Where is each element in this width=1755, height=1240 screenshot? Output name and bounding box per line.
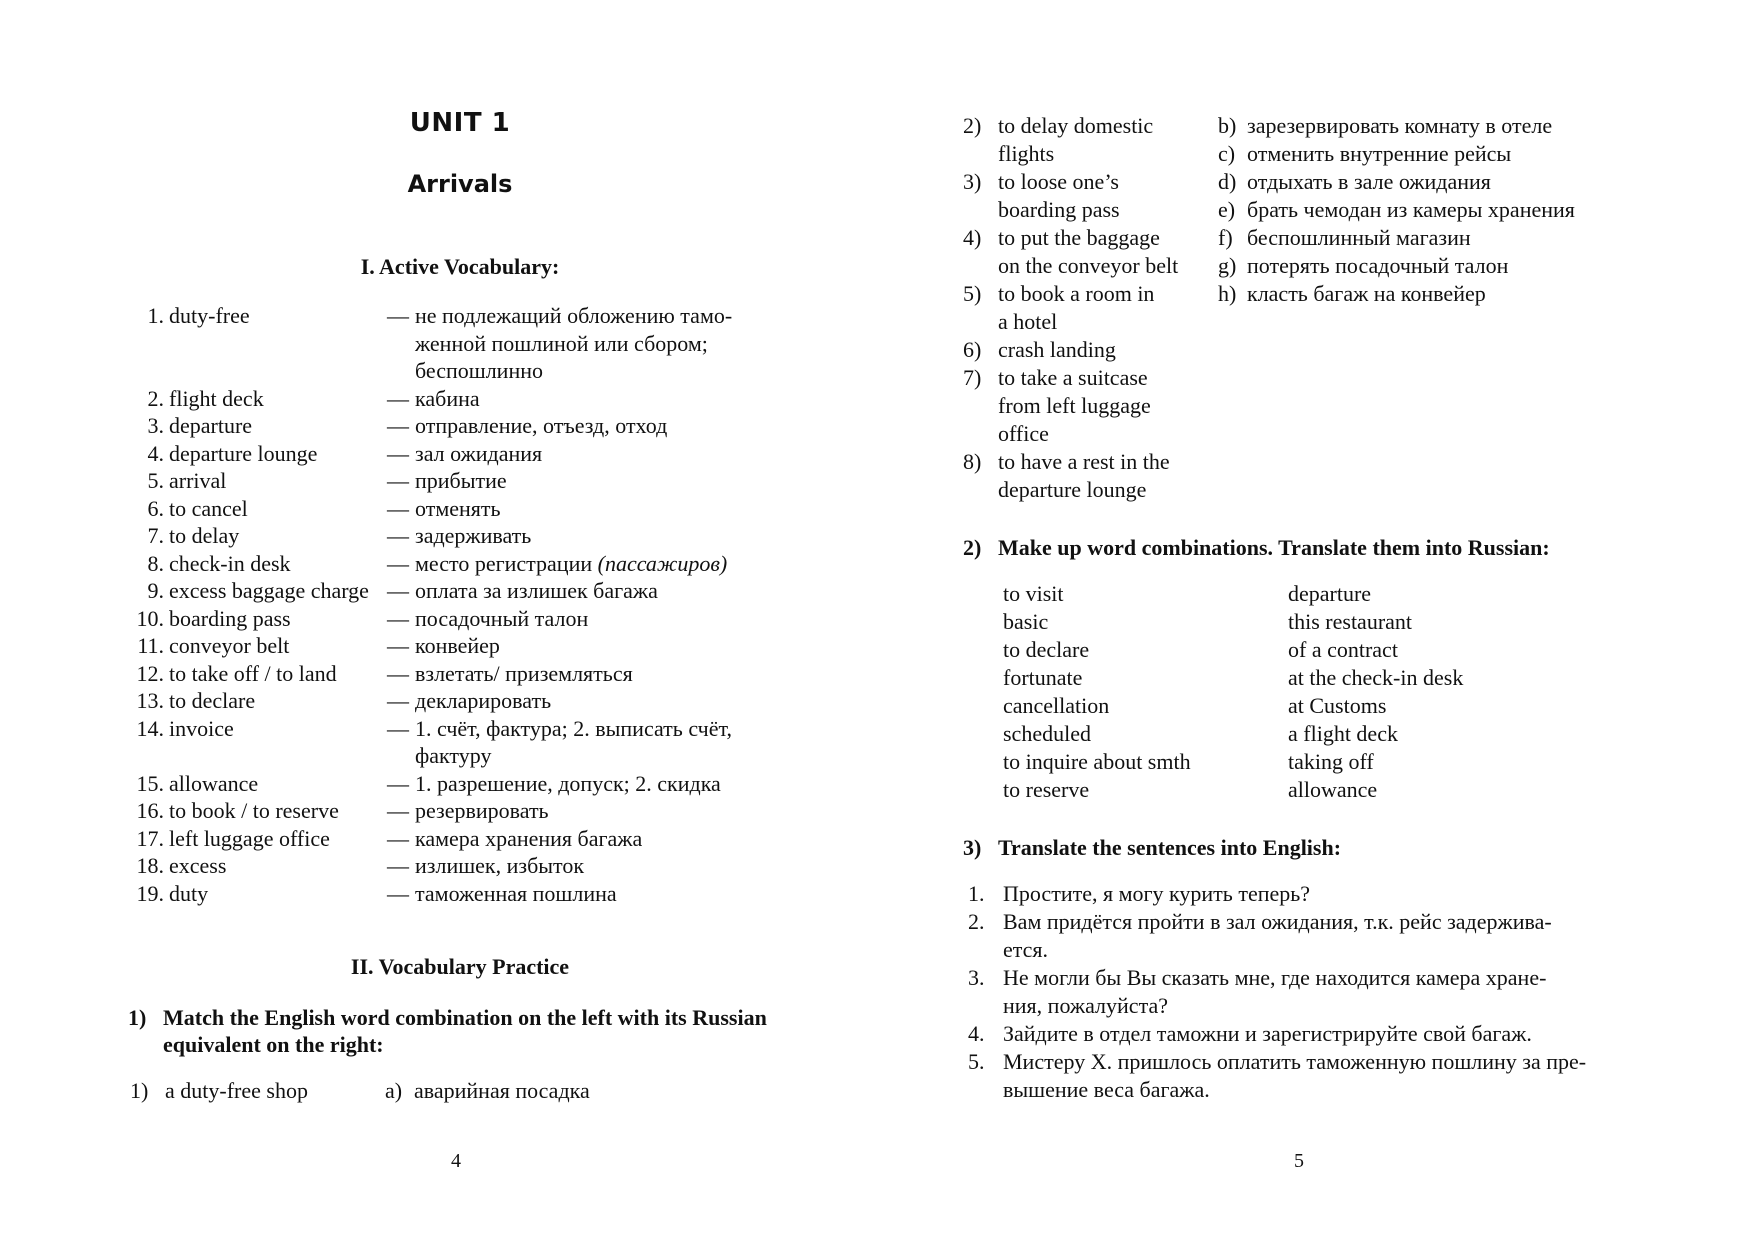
vocab-number: 14. bbox=[136, 715, 164, 741]
vocab-dash: — bbox=[387, 825, 409, 851]
vocab-definition bbox=[415, 467, 780, 495]
sentence-row bbox=[968, 1048, 1628, 1076]
vocab-row bbox=[128, 605, 788, 633]
vocab-term: to take off / to land bbox=[169, 660, 337, 686]
vocab-definition bbox=[415, 330, 780, 358]
vocab-definition bbox=[415, 495, 780, 523]
vocab-dash bbox=[387, 742, 415, 770]
match-number bbox=[963, 476, 998, 504]
vocab-number: 18. bbox=[136, 853, 164, 878]
match-letter: e) bbox=[1218, 197, 1236, 222]
match-number bbox=[963, 392, 998, 420]
match-term: boarding pass bbox=[998, 197, 1120, 222]
vocab-row bbox=[128, 357, 788, 385]
task-3-heading bbox=[963, 834, 1341, 861]
task-1-heading bbox=[128, 1004, 808, 1058]
match-left-row bbox=[963, 392, 1203, 420]
vocab-dash: — bbox=[387, 798, 409, 823]
match-translation: класть багаж на конвейер bbox=[1247, 281, 1486, 306]
section-active-vocabulary-heading: I. Active Vocabulary: bbox=[360, 254, 560, 279]
vocab-definition-text: оплата за излишек багажа bbox=[415, 578, 658, 603]
match-number: 2) bbox=[963, 113, 982, 138]
vocab-definition bbox=[415, 742, 780, 770]
match-term: to put the baggage bbox=[998, 225, 1160, 250]
sentence-text: Простите, я могу курить теперь? bbox=[1003, 881, 1311, 906]
match-right-row bbox=[1218, 112, 1638, 140]
vocab-term bbox=[164, 357, 387, 385]
vocab-definition-text: отменять bbox=[415, 495, 501, 521]
combo-word: taking off bbox=[1288, 749, 1374, 774]
vocab-definition bbox=[415, 605, 780, 633]
unit-subtitle: Arrivals bbox=[407, 170, 513, 198]
match-term: to delay domestic bbox=[998, 113, 1154, 138]
vocab-number: 11. bbox=[137, 633, 164, 658]
vocab-definition bbox=[415, 660, 780, 688]
sentence-row bbox=[968, 1020, 1628, 1048]
vocab-row bbox=[128, 770, 788, 798]
match-number bbox=[963, 420, 998, 448]
vocab-number: 16. bbox=[136, 798, 164, 823]
match-letter: b) bbox=[1218, 113, 1237, 138]
match-number: 7) bbox=[963, 365, 982, 390]
vocab-number bbox=[128, 357, 164, 385]
task-number: 1) bbox=[128, 1005, 147, 1030]
vocab-dash: — bbox=[387, 578, 409, 603]
task-2-heading bbox=[963, 534, 1550, 561]
match-left-row bbox=[963, 252, 1203, 280]
sentence-text: ния, пожалуйста? bbox=[1003, 993, 1168, 1018]
vocab-term: allowance bbox=[169, 770, 259, 796]
match-left-row bbox=[963, 224, 1203, 252]
vocab-term: excess baggage charge bbox=[169, 578, 369, 603]
vocab-row bbox=[128, 522, 788, 550]
match-left-row bbox=[963, 308, 1203, 336]
vocab-term: excess bbox=[169, 853, 227, 878]
vocab-row bbox=[128, 825, 788, 853]
match-right-row bbox=[1218, 168, 1638, 196]
sentence-row bbox=[968, 880, 1628, 908]
vocab-definition bbox=[415, 577, 780, 605]
vocab-row bbox=[128, 660, 788, 688]
page-number-right: 5 bbox=[1294, 1150, 1304, 1172]
match-translation: отдыхать в зале ожидания bbox=[1247, 169, 1491, 194]
sentence-row bbox=[968, 908, 1628, 936]
match-translation: потерять посадочный талон bbox=[1247, 253, 1509, 278]
vocab-dash: — bbox=[387, 770, 409, 796]
vocab-row bbox=[128, 550, 788, 578]
sentence-row bbox=[968, 936, 1628, 964]
page-number-left: 4 bbox=[451, 1150, 461, 1172]
vocab-number: 6. bbox=[147, 495, 164, 521]
task-1-line-2: equivalent on the right: bbox=[163, 1032, 384, 1057]
unit-title: UNIT 1 bbox=[409, 108, 511, 138]
sentence-text: вышение веса багажа. bbox=[1003, 1077, 1210, 1102]
vocab-dash: — bbox=[387, 688, 409, 713]
vocab-definition-text: прибытие bbox=[415, 468, 507, 493]
vocab-dash: — bbox=[387, 440, 409, 466]
vocab-definition bbox=[415, 440, 780, 468]
vocab-definition bbox=[415, 715, 780, 743]
vocab-dash: — bbox=[387, 523, 409, 548]
vocab-row bbox=[128, 687, 788, 715]
vocab-number: 1. bbox=[147, 303, 164, 328]
match-term: on the conveyor belt bbox=[998, 253, 1179, 278]
combo-word: to reserve bbox=[1003, 777, 1090, 802]
match-letter: c) bbox=[1218, 141, 1236, 166]
task-2-title: Make up word combinations. Translate them into Russian: bbox=[998, 535, 1550, 560]
match-left-row bbox=[963, 140, 1203, 168]
vocab-definition-text: конвейер bbox=[415, 633, 500, 658]
match-right-row bbox=[1218, 280, 1638, 308]
match-translation: аварийная посадка bbox=[414, 1078, 590, 1103]
vocab-dash: — bbox=[387, 660, 409, 686]
sentence-number: 3. bbox=[968, 965, 985, 990]
vocab-definition-text: взлетать/ приземляться bbox=[415, 660, 633, 686]
vocab-definition bbox=[415, 385, 780, 413]
match-number: 8) bbox=[963, 449, 982, 474]
match-left-row bbox=[963, 112, 1203, 140]
vocab-definition-text: зал ожидания bbox=[415, 440, 543, 466]
combo-word: to inquire about smth bbox=[1003, 749, 1191, 774]
vocab-term: to cancel bbox=[169, 495, 248, 521]
combo-word: a flight deck bbox=[1288, 721, 1398, 746]
vocab-number bbox=[128, 330, 164, 358]
vocab-row bbox=[128, 880, 788, 908]
match-right-row bbox=[1218, 252, 1638, 280]
match-left-row bbox=[963, 448, 1203, 476]
vocab-definition-text: излишек, избыток bbox=[415, 853, 585, 878]
vocab-term: to delay bbox=[169, 523, 240, 548]
vocab-definition bbox=[415, 825, 780, 853]
combo-word: cancellation bbox=[1003, 693, 1110, 718]
sentence-row bbox=[968, 964, 1628, 992]
sentence-row bbox=[968, 1076, 1628, 1104]
combo-word: scheduled bbox=[1003, 721, 1091, 746]
task-number: 3) bbox=[963, 835, 982, 860]
vocab-dash bbox=[387, 330, 415, 358]
match-right-row bbox=[1218, 196, 1638, 224]
match-row-1 bbox=[130, 1078, 590, 1104]
vocab-row bbox=[128, 440, 788, 468]
vocab-definition-text: задерживать bbox=[415, 523, 532, 548]
vocab-definition-text: посадочный талон bbox=[415, 605, 589, 631]
match-term: to have a rest in the bbox=[998, 449, 1170, 474]
vocab-number: 13. bbox=[136, 688, 164, 713]
combo-word: basic bbox=[1003, 609, 1049, 634]
vocab-definition-text: 1. разрешение, допуск; 2. скидка bbox=[415, 770, 721, 796]
match-left-row bbox=[963, 280, 1203, 308]
match-letter: f) bbox=[1218, 225, 1233, 250]
vocab-definition bbox=[415, 550, 780, 578]
sentence-number bbox=[968, 936, 1003, 964]
vocab-term: conveyor belt bbox=[169, 633, 290, 658]
sentences-list bbox=[968, 880, 1628, 1104]
vocab-definition bbox=[415, 302, 780, 330]
sentence-number: 5. bbox=[968, 1049, 985, 1074]
vocab-definition bbox=[415, 412, 780, 440]
vocab-term: arrival bbox=[169, 468, 227, 493]
match-left-column bbox=[963, 112, 1203, 504]
vocab-dash bbox=[387, 357, 415, 385]
vocab-dash: — bbox=[387, 468, 409, 493]
match-term: office bbox=[998, 421, 1049, 446]
sentence-number: 2. bbox=[968, 909, 985, 934]
vocab-row bbox=[128, 495, 788, 523]
sentence-text: ется. bbox=[1003, 937, 1049, 962]
sentence-text: Зайдите в отдел таможни и зарегистрируйте свой багаж. bbox=[1003, 1021, 1532, 1046]
vocab-number: 12. bbox=[136, 660, 164, 686]
combo-word: departure bbox=[1288, 581, 1372, 606]
combo-word: this restaurant bbox=[1288, 609, 1413, 634]
vocab-definition-text: резервировать bbox=[415, 798, 549, 823]
vocab-row bbox=[128, 632, 788, 660]
vocab-number: 2. bbox=[147, 385, 164, 411]
match-term: crash landing bbox=[998, 337, 1116, 362]
vocab-definition bbox=[415, 687, 780, 715]
vocab-number: 7. bbox=[147, 523, 164, 548]
match-left-row bbox=[963, 476, 1203, 504]
match-letter: a) bbox=[385, 1078, 403, 1103]
vocab-row bbox=[128, 715, 788, 743]
match-term: a duty-free shop bbox=[165, 1078, 308, 1103]
vocab-term: departure lounge bbox=[169, 440, 318, 466]
match-term: a hotel bbox=[998, 309, 1058, 334]
match-term: to take a suitcase bbox=[998, 365, 1148, 390]
combo-column-1 bbox=[1003, 580, 1253, 804]
vocab-number: 3. bbox=[147, 413, 164, 438]
match-term: flights bbox=[998, 141, 1055, 166]
match-number: 6) bbox=[963, 337, 982, 362]
match-letter: d) bbox=[1218, 169, 1237, 194]
match-number: 4) bbox=[963, 225, 982, 250]
match-number: 5) bbox=[963, 281, 982, 306]
match-term: departure lounge bbox=[998, 477, 1147, 502]
sentence-text: Вам придётся пройти в зал ожидания, т.к. рейс задержива- bbox=[1003, 909, 1552, 934]
vocab-number bbox=[128, 742, 164, 770]
match-left-row bbox=[963, 364, 1203, 392]
vocab-definition-text: камера хранения багажа bbox=[415, 825, 643, 851]
match-translation: зарезервировать комнату в отеле bbox=[1247, 113, 1553, 138]
vocab-row bbox=[128, 852, 788, 880]
vocab-dash: — bbox=[387, 550, 409, 576]
sentence-number: 4. bbox=[968, 1021, 985, 1046]
vocab-definition bbox=[415, 797, 780, 825]
match-right-row bbox=[1218, 224, 1638, 252]
vocab-dash: — bbox=[387, 413, 409, 438]
match-letter: h) bbox=[1218, 281, 1237, 306]
vocab-definition-text: отправление, отъезд, отход bbox=[415, 413, 668, 438]
match-translation: отменить внутренние рейсы bbox=[1247, 141, 1512, 166]
vocab-dash: — bbox=[387, 495, 409, 521]
vocab-number: 8. bbox=[147, 550, 164, 576]
vocab-number: 17. bbox=[136, 825, 164, 851]
left-page bbox=[0, 0, 877, 1240]
vocab-definition bbox=[415, 522, 780, 550]
vocab-term: invoice bbox=[169, 715, 234, 741]
combo-word: of a contract bbox=[1288, 637, 1398, 662]
vocab-definition bbox=[415, 852, 780, 880]
vocabulary-list bbox=[128, 302, 788, 907]
sentence-number: 1. bbox=[968, 881, 985, 906]
vocab-row bbox=[128, 385, 788, 413]
vocab-row bbox=[128, 302, 788, 330]
vocab-row bbox=[128, 412, 788, 440]
vocab-dash: — bbox=[387, 605, 409, 631]
vocab-definition bbox=[415, 632, 780, 660]
match-number bbox=[963, 252, 998, 280]
vocab-definition-text: женной пошлиной или сбором; bbox=[415, 330, 708, 356]
vocab-row bbox=[128, 797, 788, 825]
vocab-definition-text: фактуру bbox=[415, 743, 492, 768]
vocab-term: departure bbox=[169, 413, 253, 438]
vocab-definition-text: таможенная пошлина bbox=[415, 880, 617, 906]
match-right-row bbox=[1218, 140, 1638, 168]
vocab-dash: — bbox=[387, 853, 409, 878]
vocab-term: to declare bbox=[169, 688, 256, 713]
vocab-term: to book / to reserve bbox=[169, 798, 339, 823]
combo-word: fortunate bbox=[1003, 665, 1083, 690]
vocab-number: 10. bbox=[136, 605, 164, 631]
vocab-definition-text: место регистрации bbox=[415, 550, 593, 576]
vocab-dash: — bbox=[387, 633, 409, 658]
sentence-text: Мистеру Х. пришлось оплатить таможенную пошлину за пре- bbox=[1003, 1049, 1587, 1074]
match-number bbox=[963, 140, 998, 168]
combo-column-2 bbox=[1288, 580, 1588, 804]
vocab-term: duty bbox=[169, 880, 209, 906]
vocab-term: boarding pass bbox=[169, 605, 291, 631]
sentence-text: Не могли бы Вы сказать мне, где находится камера хране- bbox=[1003, 965, 1547, 990]
vocab-dash: — bbox=[387, 715, 409, 741]
vocab-definition-text: декларировать bbox=[415, 688, 552, 713]
task-3-title: Translate the sentences into English: bbox=[998, 835, 1342, 860]
match-term: to book a room in bbox=[998, 281, 1155, 306]
vocab-definition-text: не подлежащий обложению тамо- bbox=[415, 303, 733, 328]
right-page bbox=[878, 0, 1755, 1240]
combo-word: to visit bbox=[1003, 581, 1064, 606]
vocab-definition-italic: (пассажиров) bbox=[597, 550, 728, 576]
vocab-term: flight deck bbox=[169, 385, 264, 411]
match-left-row bbox=[963, 196, 1203, 224]
vocab-number: 5. bbox=[147, 468, 164, 493]
combo-word: at the check-in desk bbox=[1288, 665, 1464, 690]
match-number bbox=[963, 308, 998, 336]
vocab-definition bbox=[415, 880, 780, 908]
match-translation: брать чемодан из камеры хранения bbox=[1247, 197, 1575, 222]
vocab-term: check-in desk bbox=[169, 550, 291, 576]
match-right-column bbox=[1218, 112, 1638, 308]
combo-word: to declare bbox=[1003, 637, 1090, 662]
vocab-term bbox=[164, 330, 387, 358]
match-left-row bbox=[963, 168, 1203, 196]
task-number: 2) bbox=[963, 535, 982, 560]
match-term: from left luggage bbox=[998, 393, 1151, 418]
sentence-row bbox=[968, 992, 1628, 1020]
vocab-definition bbox=[415, 357, 780, 385]
sentence-number bbox=[968, 1076, 1003, 1104]
vocab-number: 15. bbox=[136, 770, 164, 796]
match-letter: g) bbox=[1218, 253, 1237, 278]
vocab-number: 9. bbox=[147, 578, 164, 603]
vocab-row bbox=[128, 742, 788, 770]
match-term: to loose one’s bbox=[998, 169, 1119, 194]
vocab-number: 19. bbox=[136, 880, 164, 906]
combo-word: at Customs bbox=[1288, 693, 1387, 718]
vocab-definition-text: кабина bbox=[415, 385, 480, 411]
match-translation: беспошлинный магазин bbox=[1247, 225, 1471, 250]
sentence-number bbox=[968, 992, 1003, 1020]
match-number: 1) bbox=[130, 1078, 149, 1103]
match-left-row bbox=[963, 420, 1203, 448]
combo-word: allowance bbox=[1288, 777, 1378, 802]
match-left-row bbox=[963, 336, 1203, 364]
vocab-definition-text: беспошлинно bbox=[415, 358, 543, 383]
match-number: 3) bbox=[963, 169, 982, 194]
match-number bbox=[963, 196, 998, 224]
task-1-line-1: Match the English word combination on the left with its Russian bbox=[163, 1005, 767, 1030]
vocab-row bbox=[128, 467, 788, 495]
vocab-row bbox=[128, 577, 788, 605]
vocab-dash: — bbox=[387, 303, 409, 328]
vocab-number: 4. bbox=[147, 440, 164, 466]
vocab-row bbox=[128, 330, 788, 358]
section-vocabulary-practice-heading: II. Vocabulary Practice bbox=[350, 954, 570, 979]
vocab-term bbox=[164, 742, 387, 770]
vocab-definition bbox=[415, 770, 780, 798]
vocab-term: duty-free bbox=[169, 303, 250, 328]
vocab-dash: — bbox=[387, 385, 409, 411]
vocab-definition-text: 1. счёт, фактура; 2. выписать счёт, bbox=[415, 715, 732, 741]
vocab-dash: — bbox=[387, 880, 409, 906]
vocab-term: left luggage office bbox=[169, 825, 330, 851]
